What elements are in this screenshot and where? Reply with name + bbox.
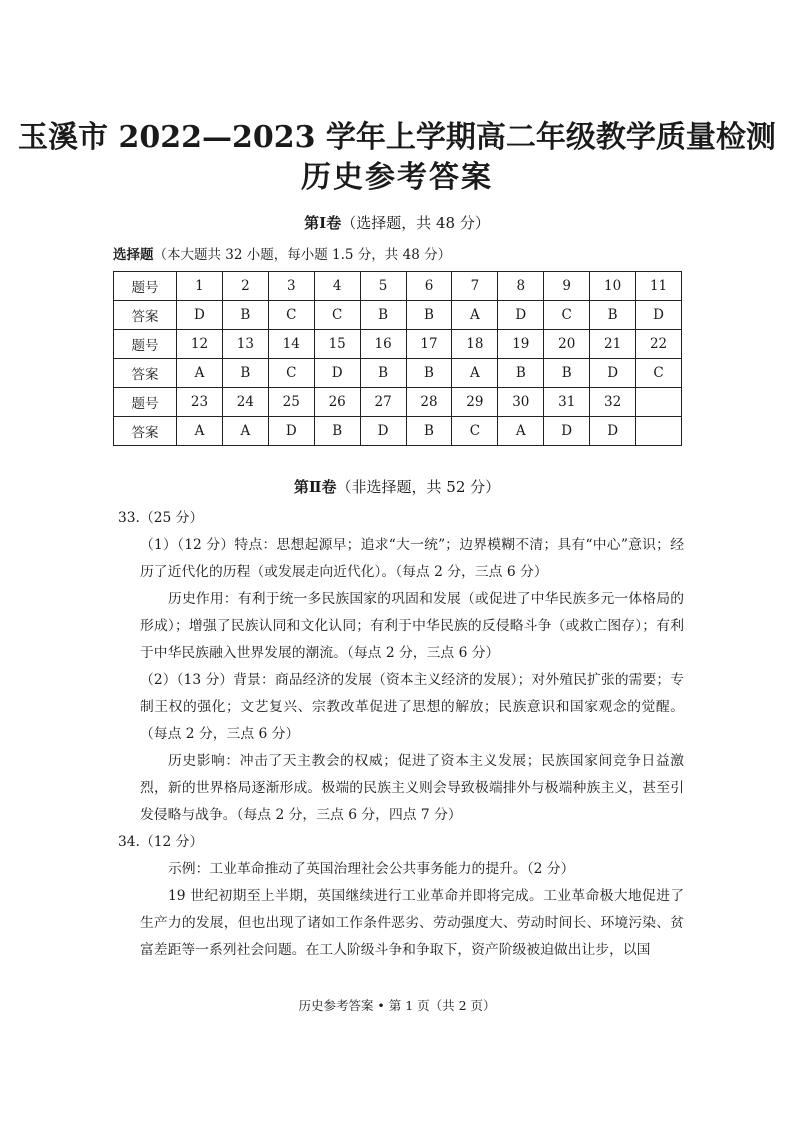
answer-table-row-header: 答案 (114, 417, 177, 446)
answer-table-row (114, 359, 682, 388)
answer-table-cell: 30 (498, 388, 544, 417)
answer-table-cell: 25 (268, 388, 314, 417)
answer-table-cell: C (268, 359, 314, 388)
answer-table-cell: 1 (177, 272, 223, 301)
answer-table-cell: B (590, 301, 636, 330)
answer-table-cell: 18 (452, 330, 498, 359)
answer-body (118, 505, 684, 964)
section-2-heading (0, 476, 794, 497)
answer-table-row (114, 272, 682, 301)
answer-table-cell: 15 (314, 330, 360, 359)
answer-table-row (114, 330, 682, 359)
q33-part2-impact: 历史影响：冲击了天主教会的权威；促进了资本主义发展；民族国家间竞争日益激烈，新的世界格局逐渐形成。极端的民族主义则会导致极端排外与极端种族主义，甚至引发侵略与战争。（每点 2 分，三点 6 分，四点 7 分） (140, 753, 684, 823)
question-34-heading: 34.（12 分） (118, 834, 204, 850)
answer-table-cell: D (590, 359, 636, 388)
answer-table-cell: 19 (498, 330, 544, 359)
choice-intro (113, 243, 451, 263)
answer-table-cell: 3 (268, 272, 314, 301)
answer-table-cell: 13 (222, 330, 268, 359)
answer-table (113, 271, 682, 446)
answer-table-cell: 22 (636, 330, 682, 359)
answer-table-cell: 5 (360, 272, 406, 301)
answer-table-cell: 24 (222, 388, 268, 417)
answer-table-cell: A (498, 417, 544, 446)
q33-part1-role: 历史作用：有利于统一多民族国家的巩固和发展（或促进了中华民族多元一体格局的形成）；增强了民族认同和文化认同；有利于中华民族的反侵略斗争（或救亡图存）；有利于中华民族融入世界发展的潮流。（每点 2 分，三点 6 分） (140, 591, 684, 661)
answer-table-cell: 17 (406, 330, 452, 359)
answer-table-cell: 8 (498, 272, 544, 301)
answer-table-cell: 11 (636, 272, 682, 301)
answer-table-cell: 29 (452, 388, 498, 417)
document-title: 玉溪市 2022—2023 学年上学期高二年级教学质量检测 (18, 120, 776, 155)
answer-table-cell: A (177, 417, 223, 446)
answer-table-cell: 31 (544, 388, 590, 417)
q33-part1-features: （1）（12 分）特点：思想起源早；追求“大一统”；边界模糊不清；具有“中心”意识；经历了近代化的历程（或发展走向近代化）。（每点 2 分，三点 6 分） (140, 537, 684, 580)
answer-table-cell: D (498, 301, 544, 330)
q33-part2-background: （2）（13 分）背景：商品经济的发展（资本主义经济的发展）；对外殖民扩张的需要；专制王权的强化；文艺复兴、宗教改革促进了思想的解放；民族意识和国家观念的觉醒。（每点 2 分，三点 6 分） (140, 672, 684, 742)
answer-table-cell: A (452, 359, 498, 388)
section-1-label: 第Ⅰ卷 (304, 214, 342, 232)
answer-table-cell: D (544, 417, 590, 446)
choice-intro-note: （本大题共 32 小题，每小题 1.5 分，共 48 分） (153, 247, 452, 263)
answer-table-cell: 9 (544, 272, 590, 301)
answer-table-row-header: 答案 (114, 301, 177, 330)
answer-table-cell: B (406, 359, 452, 388)
answer-table-cell: 12 (177, 330, 223, 359)
section-1-note: （选择题，共 48 分） (341, 214, 490, 232)
answer-table-cell (636, 417, 682, 446)
q34-paragraph: 19 世纪初期至上半期，英国继续进行工业革命并即将完成。工业革命极大地促进了生产力的发展，但也出现了诸如工作条件恶劣、劳动强度大、劳动时间长、环境污染、贫富差距等一系列社会问题。在工人阶级斗争和争取下，资产阶级被迫做出让步，以国 (140, 888, 684, 958)
section-2-label: 第Ⅱ卷 (293, 478, 337, 496)
section-2-note: （非选择题，共 52 分） (336, 478, 501, 496)
answer-table-row (114, 417, 682, 446)
answer-table-cell (636, 388, 682, 417)
answer-table-cell: 7 (452, 272, 498, 301)
answer-table-row-header: 答案 (114, 359, 177, 388)
answer-table-cell: D (636, 301, 682, 330)
answer-table-cell: B (360, 301, 406, 330)
answer-table-cell: 26 (314, 388, 360, 417)
answer-table-cell: 21 (590, 330, 636, 359)
answer-table-cell: B (406, 417, 452, 446)
answer-table-cell: B (360, 359, 406, 388)
page-footer: 历史参考答案 • 第 1 页（共 2 页） (298, 998, 496, 1013)
answer-table-cell: D (177, 301, 223, 330)
answer-table-cell: 6 (406, 272, 452, 301)
answer-table-row (114, 388, 682, 417)
answer-table-cell: B (544, 359, 590, 388)
answer-table-cell: C (452, 417, 498, 446)
answer-table-cell: 20 (544, 330, 590, 359)
answer-table-cell: A (452, 301, 498, 330)
answer-table-cell: D (590, 417, 636, 446)
answer-table-cell: 27 (360, 388, 406, 417)
answer-table-cell: B (222, 301, 268, 330)
answer-table-cell: B (314, 417, 360, 446)
q34-example: 示例：工业革命推动了英国治理社会公共事务能力的提升。（2 分） (168, 861, 575, 877)
answer-table-cell: 2 (222, 272, 268, 301)
answer-table-row-header: 题号 (114, 330, 177, 359)
answer-table-row-header: 题号 (114, 272, 177, 301)
answer-table-cell: C (636, 359, 682, 388)
answer-table-cell: 14 (268, 330, 314, 359)
answer-table-cell: D (268, 417, 314, 446)
question-33-heading: 33.（25 分） (118, 510, 204, 526)
answer-table-cell: 10 (590, 272, 636, 301)
answer-table-cell: A (177, 359, 223, 388)
document-subtitle: 历史参考答案 (301, 160, 493, 195)
answer-table-cell: D (314, 359, 360, 388)
answer-table-cell: C (544, 301, 590, 330)
answer-table-cell: B (498, 359, 544, 388)
answer-table-cell: B (222, 359, 268, 388)
answer-table-cell: 16 (360, 330, 406, 359)
section-1-heading (0, 212, 794, 233)
answer-table-cell: 32 (590, 388, 636, 417)
choice-intro-label: 选择题 (113, 247, 154, 263)
answer-table-cell: C (314, 301, 360, 330)
answer-table-row (114, 301, 682, 330)
answer-table-cell: C (268, 301, 314, 330)
answer-table-cell: D (360, 417, 406, 446)
answer-table-cell: 28 (406, 388, 452, 417)
answer-table-cell: B (406, 301, 452, 330)
answer-table-cell: 4 (314, 272, 360, 301)
answer-table-cell: 23 (177, 388, 223, 417)
answer-table-row-header: 题号 (114, 388, 177, 417)
answer-table-cell: A (222, 417, 268, 446)
